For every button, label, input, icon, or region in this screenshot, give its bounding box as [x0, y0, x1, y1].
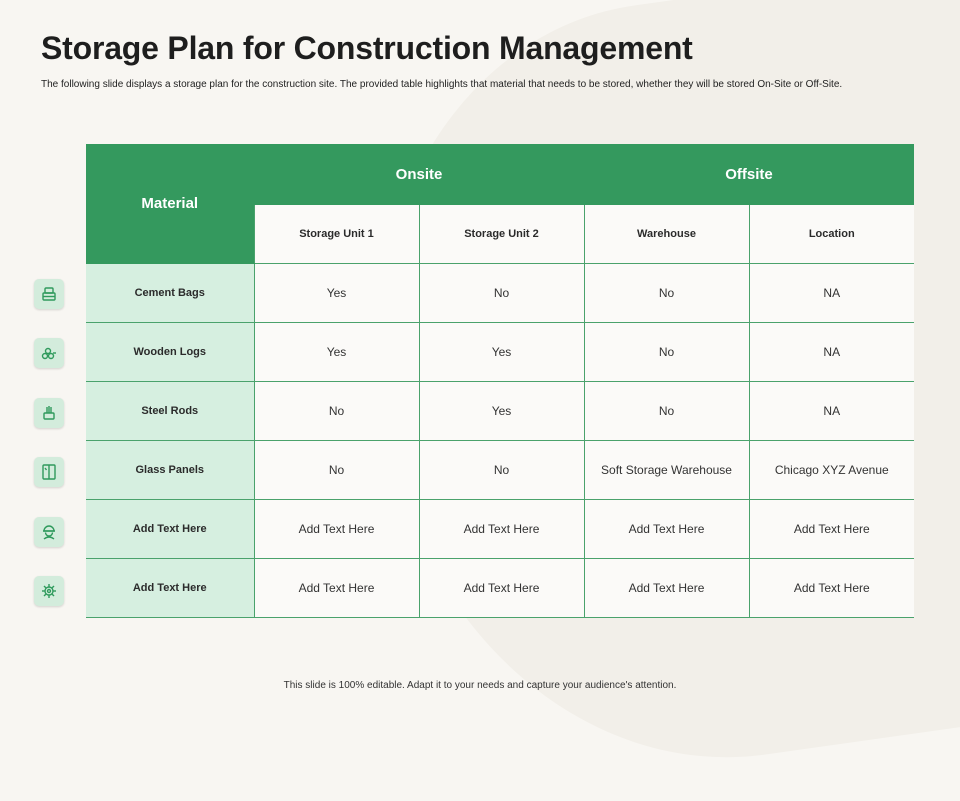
gear-icon — [34, 576, 64, 606]
table-row — [86, 323, 914, 382]
row-material-label: Steel Rods — [86, 382, 254, 441]
page-title: Storage Plan for Construction Management — [41, 30, 693, 66]
table-cell: No — [254, 441, 419, 500]
storage-unit-2-header: Storage Unit 2 — [419, 205, 584, 264]
table-row — [86, 264, 914, 323]
table-cell: No — [254, 382, 419, 441]
row-material-label: Wooden Logs — [86, 323, 254, 382]
storage-unit-1-header: Storage Unit 1 — [254, 205, 419, 264]
steel-rods-icon — [34, 398, 64, 428]
table-cell: No — [419, 441, 584, 500]
row-material-label: Add Text Here — [86, 559, 254, 618]
storage-plan-table — [86, 144, 914, 618]
row-material-label: Add Text Here — [86, 500, 254, 559]
table-cell: No — [584, 264, 749, 323]
table-cell: Soft Storage Warehouse — [584, 441, 749, 500]
warehouse-header: Warehouse — [584, 205, 749, 264]
table-cell: No — [419, 264, 584, 323]
table-cell: NA — [749, 323, 914, 382]
material-header: Material — [86, 144, 254, 264]
table-row — [86, 500, 914, 559]
table-cell: Add Text Here — [254, 559, 419, 618]
table-cell: Add Text Here — [749, 559, 914, 618]
row-material-label: Cement Bags — [86, 264, 254, 323]
table-cell: Add Text Here — [419, 559, 584, 618]
glass-panels-icon — [34, 457, 64, 487]
location-header: Location — [749, 205, 914, 264]
footer-note: This slide is 100% editable. Adapt it to your needs and capture your audience's attention. — [283, 680, 677, 691]
row-material-label: Glass Panels — [86, 441, 254, 500]
table-cell: Add Text Here — [419, 500, 584, 559]
onsite-header: Onsite — [254, 144, 584, 205]
wooden-logs-icon — [34, 338, 64, 368]
table-cell: NA — [749, 264, 914, 323]
table-cell: NA — [749, 382, 914, 441]
offsite-header: Offsite — [584, 144, 914, 205]
table-cell: Add Text Here — [254, 500, 419, 559]
table-cell: Yes — [419, 382, 584, 441]
table-cell: Yes — [419, 323, 584, 382]
table-cell: No — [584, 382, 749, 441]
table-cell: Yes — [254, 323, 419, 382]
table-row — [86, 559, 914, 618]
cement-bags-icon — [34, 279, 64, 309]
page-subtitle: The following slide displays a storage plan for the construction site. The provided table highlights that material that needs to be stored, whether they will be stored On-Site or Off-Site. — [41, 79, 843, 90]
table-row — [86, 382, 914, 441]
worker-icon — [34, 517, 64, 547]
table-row — [86, 441, 914, 500]
table-cell: No — [584, 323, 749, 382]
table-cell: Add Text Here — [749, 500, 914, 559]
table-cell: Add Text Here — [584, 559, 749, 618]
table-cell: Yes — [254, 264, 419, 323]
table-cell: Chicago XYZ Avenue — [749, 441, 914, 500]
table-cell: Add Text Here — [584, 500, 749, 559]
